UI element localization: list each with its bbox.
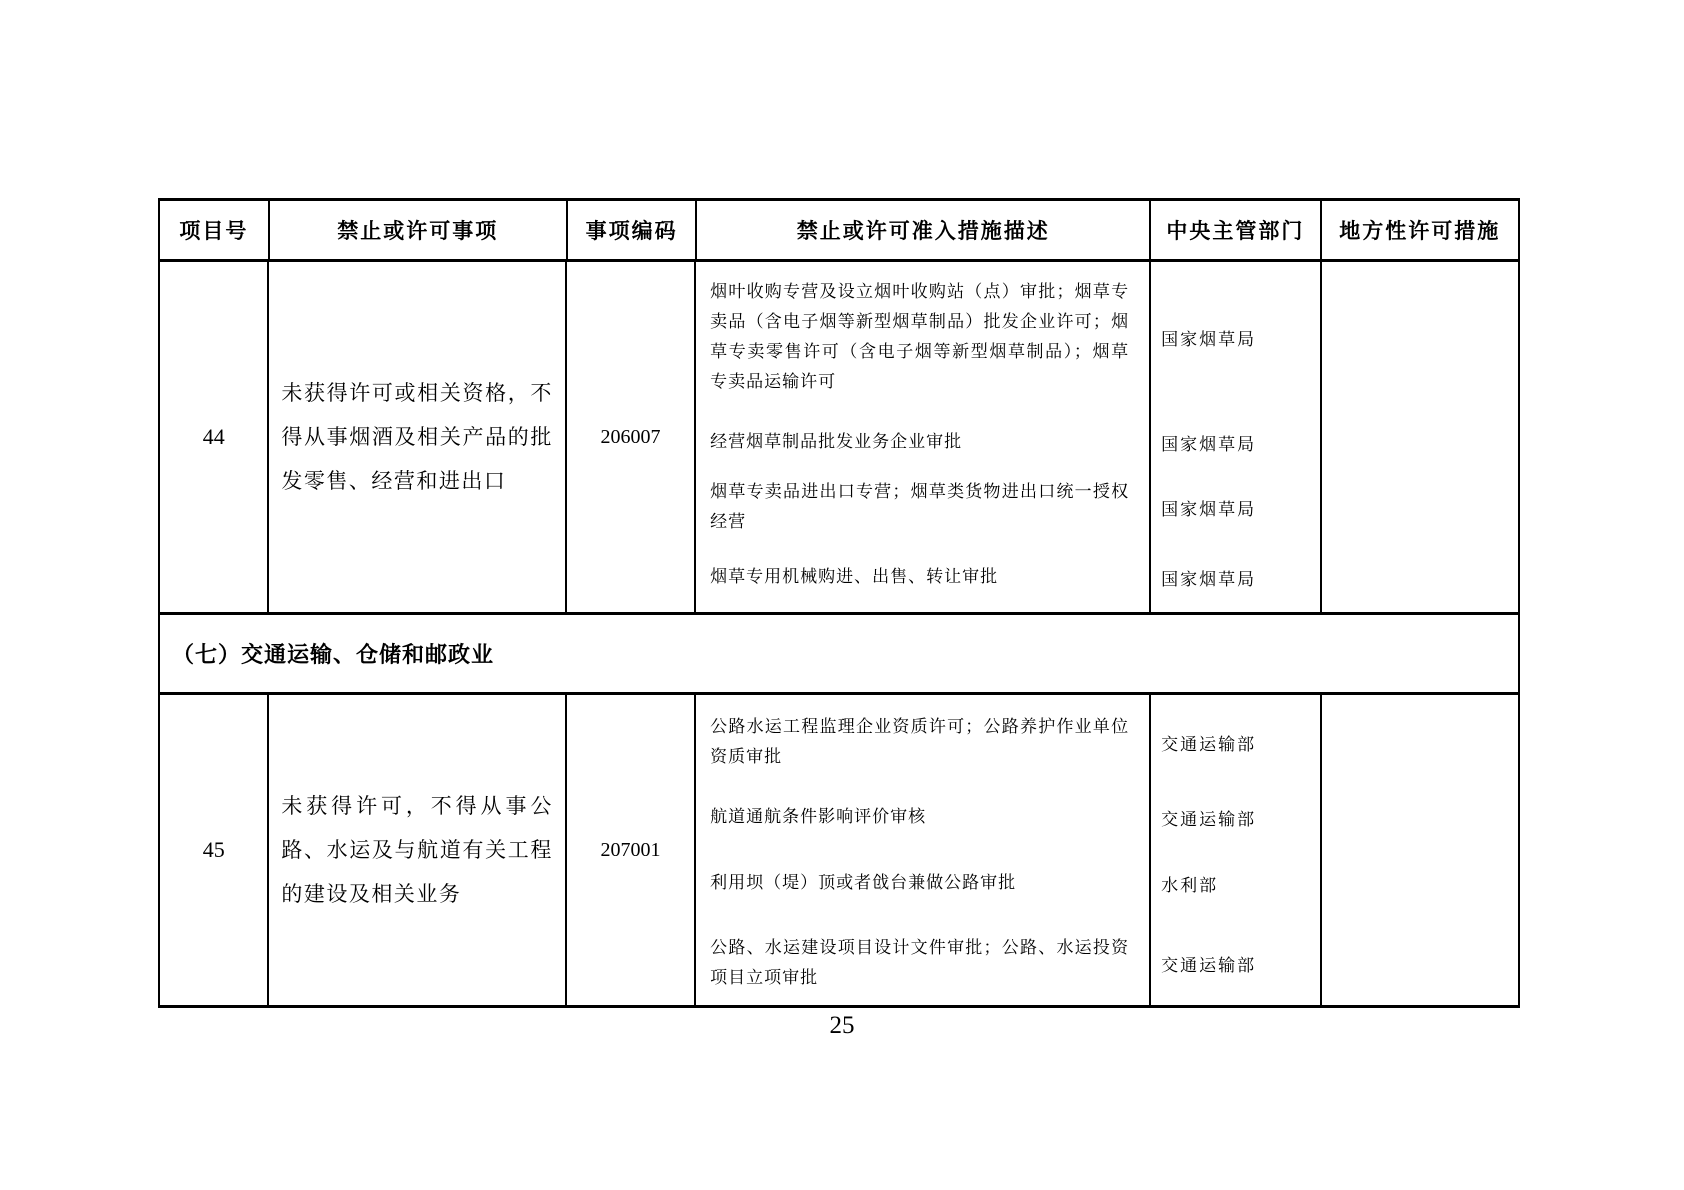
measure-text: 经营烟草制品批发业务企业审批 (696, 412, 1151, 472)
table-row-45 (160, 695, 1518, 1005)
measure-department: 国家烟草局 (1151, 412, 1322, 472)
header-central-department: 中央主管部门 (1151, 201, 1322, 259)
measure-department: 国家烟草局 (1151, 262, 1322, 412)
measure-department: 交通运输部 (1151, 789, 1322, 845)
page-number: 25 (829, 1012, 855, 1039)
measure-text: 公路、水运建设项目设计文件审批；公路、水运投资项目立项审批 (696, 921, 1151, 1005)
row-45-item: 未获得许可，不得从事公路、水运及与航道有关工程的建设及相关业务 (269, 695, 566, 1005)
measure-subrow (696, 542, 1322, 612)
measure-department: 国家烟草局 (1151, 472, 1322, 542)
header-matter-code: 事项编码 (568, 201, 698, 259)
measure-department: 水利部 (1151, 845, 1322, 921)
row-44-code: 206007 (567, 262, 696, 612)
row-45-measures (696, 695, 1322, 1005)
measure-subrow (696, 262, 1322, 412)
measure-text: 烟叶收购专营及设立烟叶收购站（点）审批；烟草专卖品（含电子烟等新型烟草制品）批发企业许可；烟草专卖零售许可（含电子烟等新型烟草制品）；烟草专卖品运输许可 (696, 262, 1151, 412)
row-44-measures (696, 262, 1322, 612)
measure-subrow (696, 472, 1322, 542)
header-local-measures: 地方性许可措施 (1339, 219, 1501, 243)
measure-department: 国家烟草局 (1151, 542, 1322, 612)
header-prohibited-matter: 禁止或许可事项 (270, 201, 568, 259)
row-44-id: 44 (160, 262, 269, 612)
measure-subrow (696, 695, 1322, 789)
row-45-id: 45 (160, 695, 269, 1005)
measure-department: 交通运输部 (1151, 921, 1322, 1005)
measure-subrow (696, 789, 1322, 845)
measure-text: 利用坝（堤）顶或者戗台兼做公路审批 (696, 845, 1151, 921)
row-45-local-measures (1322, 695, 1518, 1005)
row-44-item: 未获得许可或相关资格，不得从事烟酒及相关产品的批发零售、经营和进出口 (269, 262, 566, 612)
row-44-local-measures (1322, 262, 1518, 612)
measure-text: 烟草专用机械购进、出售、转让审批 (696, 542, 1151, 612)
measure-text: 公路水运工程监理企业资质许可；公路养护作业单位资质审批 (696, 695, 1151, 789)
measure-subrow (696, 921, 1322, 1005)
table-row-44 (160, 262, 1518, 615)
header-item-number: 项目号 (160, 201, 270, 259)
section-header-transport: （七）交通运输、仓储和邮政业 (160, 615, 1518, 695)
row-45-code: 207001 (567, 695, 696, 1005)
access-list-table (158, 198, 1520, 1008)
measure-subrow (696, 412, 1322, 472)
header-measure-description: 禁止或许可准入措施描述 (697, 201, 1151, 259)
measure-text: 航道通航条件影响评价审核 (696, 789, 1151, 845)
table-header-row (160, 201, 1518, 262)
measure-text: 烟草专卖品进出口专营；烟草类货物进出口统一授权经营 (696, 472, 1151, 542)
measure-subrow (696, 845, 1322, 921)
measure-department: 交通运输部 (1151, 695, 1322, 789)
